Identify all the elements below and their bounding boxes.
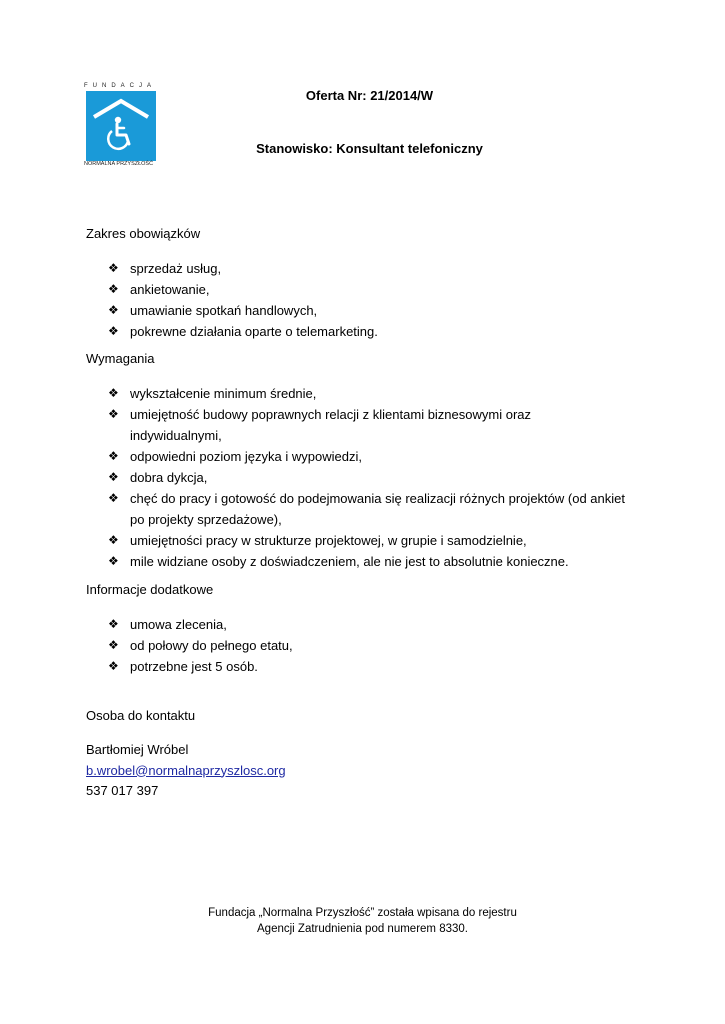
footer-line-1: Fundacja „Normalna Przyszłość” została wpisana do rejestru	[208, 907, 517, 919]
bullet-icon: ❖	[108, 303, 119, 317]
bullet-icon: ❖	[108, 386, 119, 400]
list-item: ❖ odpowiedni poziom języka i wypowiedzi,	[86, 446, 626, 467]
bullet-icon: ❖	[108, 638, 119, 652]
bullet-icon: ❖	[108, 491, 119, 505]
contact-heading: Osoba do kontaktu	[86, 708, 196, 723]
logo-top-text: FUNDACJA	[84, 83, 157, 89]
logo-bottom-text: NORMALNA PRZYSZŁOŚĆ	[84, 161, 154, 167]
bullet-icon: ❖	[108, 533, 119, 547]
contact-phone: 537 017 397	[86, 783, 159, 798]
list-item: ❖ sprzedaż usług,	[86, 258, 626, 279]
bullet-icon: ❖	[108, 261, 119, 275]
bullet-icon: ❖	[108, 470, 119, 484]
position-title: Stanowisko: Konsultant telefoniczny	[256, 141, 483, 156]
list-item: ❖ chęć do pracy i gotowość do podejmowania się realizacji różnych projektów (od ankiet po projekty sprzedażowe),	[86, 488, 626, 530]
offer-number: Oferta Nr: 21/2014/W	[305, 88, 434, 103]
bullet-icon: ❖	[108, 407, 119, 421]
footer-line-2: Agencji Zatrudnienia pod numerem 8330.	[257, 923, 468, 935]
list-item: ❖ umowa zlecenia,	[86, 614, 626, 635]
requirements-heading: Wymagania	[86, 351, 155, 366]
bullet-icon: ❖	[108, 617, 119, 631]
contact-block	[86, 740, 286, 802]
list-item: ❖ od połowy do pełnego etatu,	[86, 635, 626, 656]
duties-list	[86, 258, 626, 342]
contact-name: Bartłomiej Wróbel	[86, 742, 189, 757]
duties-heading: Zakres obowiązków	[86, 226, 201, 241]
list-item: ❖ umiejętności pracy w strukturze projektowej, w grupie i samodzielnie,	[86, 530, 626, 551]
contact-email-link[interactable]: b.wrobel@normalnaprzyszlosc.org	[86, 762, 286, 778]
additional-heading: Informacje dodatkowe	[86, 582, 214, 597]
list-item: ❖ dobra dykcja,	[86, 467, 626, 488]
bullet-icon: ❖	[108, 324, 119, 338]
list-item: ❖ umiejętność budowy poprawnych relacji z klientami biznesowymi oraz indywidualnymi,	[86, 404, 626, 446]
bullet-icon: ❖	[108, 659, 119, 673]
requirements-list	[86, 383, 626, 572]
list-item: ❖ pokrewne działania oparte o telemarketing.	[86, 321, 626, 342]
bullet-icon: ❖	[108, 282, 119, 296]
list-item: ❖ wykształcenie minimum średnie,	[86, 383, 626, 404]
footer-note	[0, 905, 725, 937]
list-item: ❖ ankietowanie,	[86, 279, 626, 300]
bullet-icon: ❖	[108, 449, 119, 463]
list-item: ❖ mile widziane osoby z doświadczeniem, ale nie jest to absolutnie konieczne.	[86, 551, 626, 572]
additional-list	[86, 614, 626, 677]
bullet-icon: ❖	[108, 554, 119, 568]
list-item: ❖ potrzebne jest 5 osób.	[86, 656, 626, 677]
list-item: ❖ umawianie spotkań handlowych,	[86, 300, 626, 321]
